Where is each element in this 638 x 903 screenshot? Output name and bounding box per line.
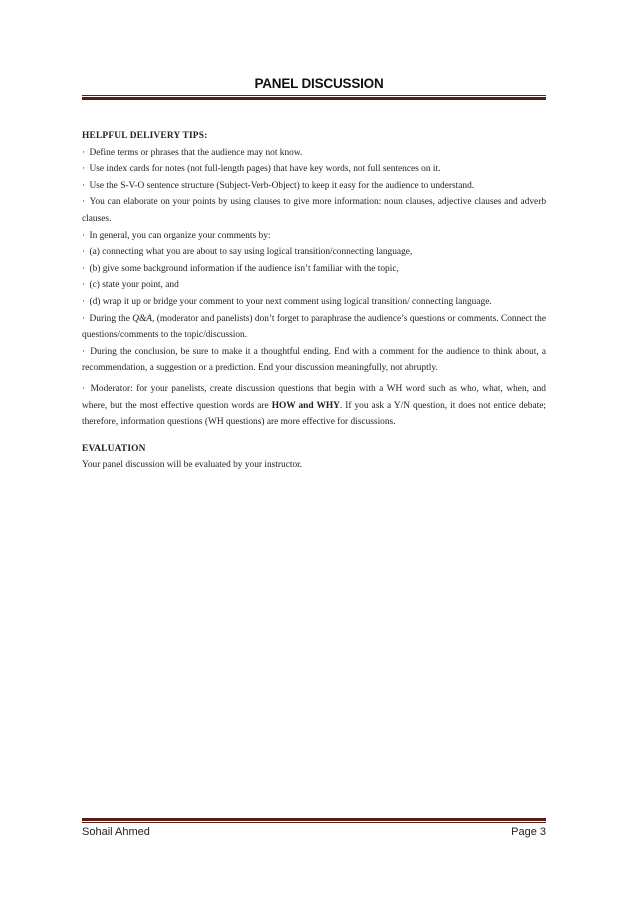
tip-item-moderator: · Moderator: for your panelists, create discussion questions that begin with a WH word such as who, what, when, and where, but the most effective question words are HOW and WHY. If you ask a Y/N question, it does not entice debate; therefore, information questions (WH questions) are more effective for discussions. <box>82 383 546 428</box>
tip-item: · Use index cards for notes (not full-length pages) that have key words, not full sentences on it. <box>82 164 441 175</box>
title-rule-thin <box>82 95 546 96</box>
title-rule-thick <box>82 97 546 100</box>
tip-item-conclusion: · During the conclusion, be sure to make it a thoughtful ending. End with a comment for the audience to think about, a recommendation, a suggestion or a prediction. End your discussion meaningfully, not abruptly. <box>82 346 546 374</box>
tip-item: · In general, you can organize your comments by: <box>82 230 271 241</box>
tip-item: · (b) give some background information if the audience isn’t familiar with the topic, <box>82 263 399 274</box>
document-body <box>82 128 546 474</box>
footer-author: Sohail Ahmed <box>82 826 150 838</box>
footer-rule-thick <box>82 818 546 821</box>
tip-item: · (d) wrap it up or bridge your comment to your next comment using logical transition/ connecting language. <box>82 296 492 307</box>
tip-item: · Use the S-V-O sentence structure (Subject-Verb-Object) to keep it easy for the audience to understand. <box>82 180 475 191</box>
how-why-emphasis: HOW and WHY <box>271 400 340 411</box>
footer-rule-thin <box>82 822 546 823</box>
tip-item: · You can elaborate on your points by using clauses to give more information: noun clauses, adjective clauses and adverb clauses. <box>82 197 547 224</box>
evaluation-text: Your panel discussion will be evaluated by your instructor. <box>82 460 303 471</box>
tips-heading: HELPFUL DELIVERY TIPS: <box>82 131 208 141</box>
evaluation-heading: EVALUATION <box>82 443 146 454</box>
tip-item: · (a) connecting what you are about to say using logical transition/connecting language, <box>82 247 413 258</box>
footer-page-number: Page 3 <box>511 826 546 838</box>
qa-emphasis: Q&A, <box>132 313 155 324</box>
tip-item-qa: · During the Q&A, (moderator and panelists) don’t forget to paraphrase the audience’s questions or comments. Connect the questions/comments to the topic/discussion. <box>82 313 546 341</box>
tip-item: · (c) state your point, and <box>82 280 179 291</box>
page-title: PANEL DISCUSSION <box>254 76 384 91</box>
tip-item: · Define terms or phrases that the audience may not know. <box>82 147 303 158</box>
